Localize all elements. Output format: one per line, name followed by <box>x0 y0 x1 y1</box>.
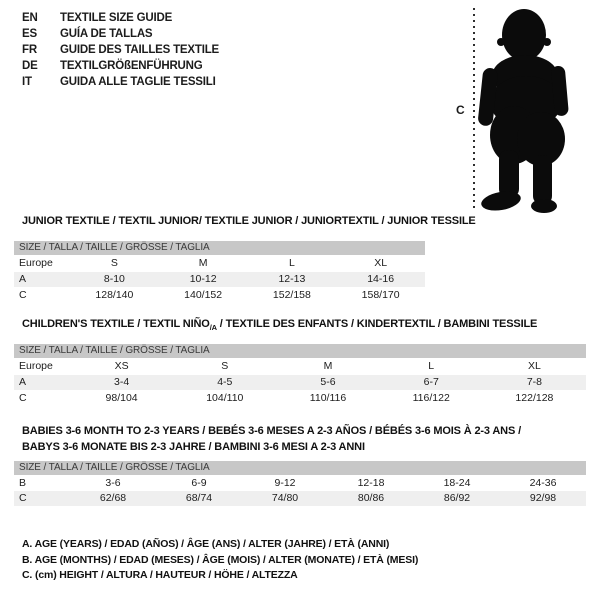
table-cell: 86/92 <box>443 492 471 505</box>
language-code: IT <box>22 76 32 88</box>
table-cell: 14-16 <box>367 273 395 286</box>
table-cell: XL <box>374 257 388 270</box>
table-cell: 24-36 <box>529 476 557 489</box>
table-row-height <box>14 287 425 303</box>
size-header-bar: SIZE / TALLA / TAILLE / GRÖSSE / TAGLIA <box>14 344 586 358</box>
language-title: GUÍA DE TALLAS <box>60 28 153 40</box>
children-title-subscript: /A <box>209 323 217 333</box>
babies-title-line2: BABYS 3-6 MONATE BIS 2-3 JAHRE / BAMBINI 3-6 MESI A 2-3 ANNI <box>22 441 365 453</box>
table-cell: 3-4 <box>114 376 130 389</box>
language-row-en <box>22 10 219 26</box>
language-code: EN <box>22 12 38 24</box>
table-cell: 98/104 <box>105 391 138 404</box>
table-cell: 6-7 <box>423 376 439 389</box>
table-row-height <box>14 390 586 406</box>
size-header-bar: SIZE / TALLA / TAILLE / GRÖSSE / TAGLIA <box>14 241 425 255</box>
table-cell: 3-6 <box>105 476 121 489</box>
babies-table-title <box>22 423 521 455</box>
table-cell: 12-18 <box>357 476 385 489</box>
table-cell: 158/170 <box>361 288 400 301</box>
language-row-es <box>22 26 219 42</box>
height-label-c: C <box>456 103 465 117</box>
table-cell: L <box>428 360 435 373</box>
babies-title-line1: BABIES 3-6 MONTH TO 2-3 YEARS / BEBÉS 3-6 MESES A 2-3 AÑOS / BÉBÉS 3-6 MOIS À 2-3 ANS / <box>22 425 521 437</box>
language-title: TEXTILE SIZE GUIDE <box>60 12 173 24</box>
table-cell: 110/116 <box>309 391 347 404</box>
table-cell: M <box>323 360 333 373</box>
table-cell: M <box>198 257 208 270</box>
row-label: B <box>19 476 27 489</box>
children-title-pre: CHILDREN'S TEXTILE / TEXTIL NIÑO <box>22 318 210 330</box>
language-title: TEXTILGRÖßENFÜHRUNG <box>60 60 203 72</box>
measurement-legend <box>22 537 418 584</box>
table-row-age <box>14 272 425 288</box>
language-row-it <box>22 74 219 90</box>
table-cell: 10-12 <box>189 273 217 286</box>
row-label: Europe <box>19 360 53 373</box>
babies-size-table <box>14 461 586 506</box>
table-cell: 128/140 <box>95 288 134 301</box>
table-cell: 80/86 <box>357 492 385 505</box>
table-row-height <box>14 491 586 507</box>
table-cell: 7-8 <box>526 376 542 389</box>
table-cell: 140/152 <box>184 288 223 301</box>
legend-line-c: C. (cm) HEIGHT / ALTURA / HAUTEUR / HÖHE / ALTEZZA <box>22 569 298 581</box>
table-cell: 4-5 <box>217 376 233 389</box>
legend-line-a: A. AGE (YEARS) / EDAD (AÑOS) / ÂGE (ANS) / ALTER (JAHRE) / ETÀ (ANNI) <box>22 538 390 550</box>
language-title: GUIDA ALLE TAGLIE TESSILI <box>60 76 216 88</box>
height-reference-dotted-line <box>473 8 475 208</box>
junior-size-table <box>14 241 425 303</box>
row-label: C <box>19 288 27 301</box>
table-cell: 122/128 <box>515 391 554 404</box>
table-cell: 104/110 <box>206 391 244 404</box>
children-title-post: / TEXTILE DES ENFANTS / KINDERTEXTIL / BAMBINI TESSILE <box>216 318 538 330</box>
size-header-bar: SIZE / TALLA / TAILLE / GRÖSSE / TAGLIA <box>14 461 586 475</box>
table-cell: 5-6 <box>320 376 336 389</box>
row-label: C <box>19 391 27 404</box>
row-label: Europe <box>19 257 53 270</box>
row-label: A <box>19 376 27 389</box>
language-code: DE <box>22 60 38 72</box>
table-cell: 152/158 <box>272 288 311 301</box>
table-cell: XL <box>527 360 541 373</box>
row-label: C <box>19 492 27 505</box>
table-cell: 116/122 <box>412 391 450 404</box>
language-list <box>22 10 219 90</box>
table-cell: XS <box>114 360 129 373</box>
language-title: GUIDE DES TAILLES TEXTILE <box>60 44 219 56</box>
language-code: ES <box>22 28 37 40</box>
table-cell: 18-24 <box>443 476 471 489</box>
table-row-age-months <box>14 475 586 491</box>
table-cell: 74/80 <box>271 492 299 505</box>
children-table-title <box>22 318 537 332</box>
table-cell: 62/68 <box>99 492 127 505</box>
table-cell: 68/74 <box>185 492 213 505</box>
legend-line-b: B. AGE (MONTHS) / EDAD (MESES) / ÂGE (MOIS) / ALTER (MONATE) / ETÀ (MESI) <box>22 553 419 566</box>
table-cell: 6-9 <box>191 476 207 489</box>
table-cell: S <box>221 360 229 373</box>
children-size-table <box>14 344 586 406</box>
language-code: FR <box>22 44 37 56</box>
table-cell: 92/98 <box>529 492 557 505</box>
language-row-fr <box>22 42 219 58</box>
junior-table-title: JUNIOR TEXTILE / TEXTIL JUNIOR/ TEXTILE JUNIOR / JUNIORTEXTIL / JUNIOR TESSILE <box>22 215 476 227</box>
toddler-silhouette-image <box>478 2 596 214</box>
row-label: A <box>19 273 27 286</box>
table-row-age <box>14 375 586 391</box>
table-cell: 8-10 <box>103 273 125 286</box>
table-row-europe <box>14 255 425 272</box>
language-row-de <box>22 58 219 74</box>
table-cell: S <box>110 257 118 270</box>
table-cell: L <box>288 257 295 270</box>
table-cell: 9-12 <box>274 476 296 489</box>
table-cell: 12-13 <box>278 273 306 286</box>
table-row-europe <box>14 358 586 375</box>
